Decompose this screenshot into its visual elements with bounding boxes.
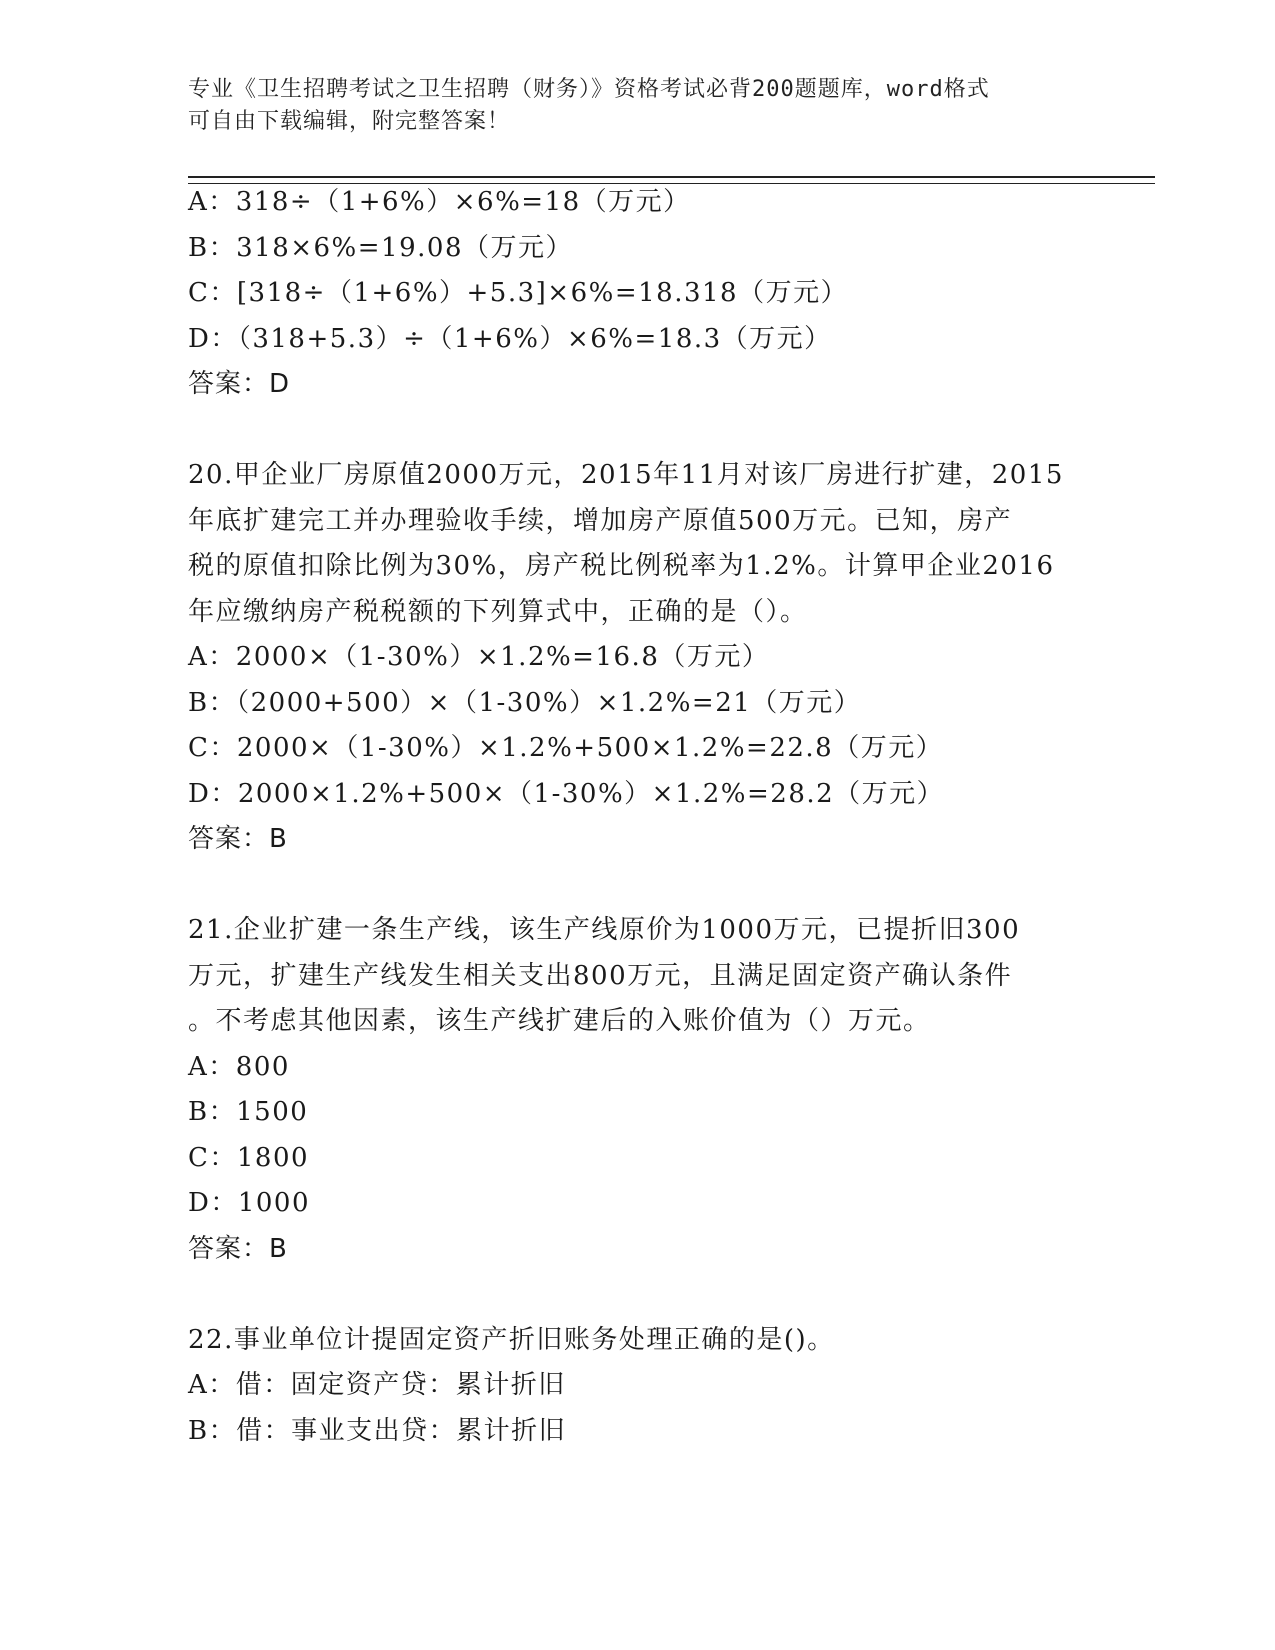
q21-option-a: A：800	[188, 1051, 290, 1082]
q22-option-b: B：借：事业支出贷：累计折旧	[188, 1415, 567, 1446]
q20-stem-line-2: 年底扩建完工并办理验收手续，增加房产原值500万元。已知，房产	[188, 505, 1013, 536]
question-20	[188, 453, 1088, 863]
q20-option-d: D：2000×1.2%+500×（1-30%）×1.2%=28.2（万元）	[188, 778, 945, 809]
question-19	[188, 180, 1088, 408]
q19-option-c: C：[318÷（1+6%）+5.3]×6%=18.318（万元）	[188, 278, 849, 308]
question-list	[188, 180, 1088, 1454]
question-21	[188, 908, 1088, 1272]
q20-answer: 答案：B	[188, 824, 288, 854]
q21-answer: 答案：B	[188, 1233, 288, 1264]
q21-stem-line-3: 。不考虑其他因素，该生产线扩建后的入账价值为（）万元。	[188, 1006, 931, 1036]
q22-stem-line-1: 22.事业单位计提固定资产折旧账务处理正确的是()。	[188, 1324, 835, 1355]
q22-option-a: A：借：固定资产贷：累计折旧	[188, 1370, 566, 1400]
q21-option-d: D：1000	[188, 1188, 311, 1218]
q20-option-b: B：（2000+500）×（1-30%）×1.2%=21（万元）	[188, 687, 862, 718]
q19-option-d: D：（318+5.3）÷（1+6%）×6%=18.3（万元）	[188, 323, 832, 354]
q20-stem-line-3: 税的原值扣除比例为30%，房产税比例税率为1.2%。计算甲企业2016	[188, 551, 1055, 581]
header-title-line-1: 专业《卫生招聘考试之卫生招聘（财务）》资格考试必背200题题库，word格式	[188, 77, 990, 102]
spacer	[188, 408, 1088, 454]
q21-option-b: B：1500	[188, 1097, 309, 1127]
q20-option-c: C：2000×（1-30%）×1.2%+500×1.2%=22.8（万元）	[188, 733, 944, 763]
q19-option-b: B：318×6%=19.08（万元）	[188, 232, 573, 263]
q19-answer: 答案：D	[188, 369, 291, 399]
document-header	[188, 74, 1068, 138]
q20-stem-line-4: 年应缴纳房产税税额的下列算式中，正确的是（）。	[188, 596, 808, 627]
spacer	[188, 1272, 1088, 1318]
q19-option-a: A：318÷（1+6%）×6%=18（万元）	[188, 187, 691, 217]
q20-option-a: A：2000×（1-30%）×1.2%=16.8（万元）	[188, 642, 770, 672]
q21-option-c: C：1800	[188, 1142, 310, 1173]
q21-stem-line-2: 万元，扩建生产线发生相关支出800万元，且满足固定资产确认条件	[188, 960, 1013, 991]
q20-stem-line-1: 20.甲企业厂房原值2000万元，2015年11月对该厂房进行扩建，2015	[188, 460, 1064, 490]
question-22	[188, 1318, 1088, 1455]
header-divider-thick	[188, 176, 1155, 178]
q21-stem-line-1: 21.企业扩建一条生产线，该生产线原价为1000万元，已提折旧300	[188, 915, 1021, 945]
header-title-line-2: 可自由下载编辑，附完整答案！	[188, 109, 511, 134]
spacer	[188, 863, 1088, 909]
